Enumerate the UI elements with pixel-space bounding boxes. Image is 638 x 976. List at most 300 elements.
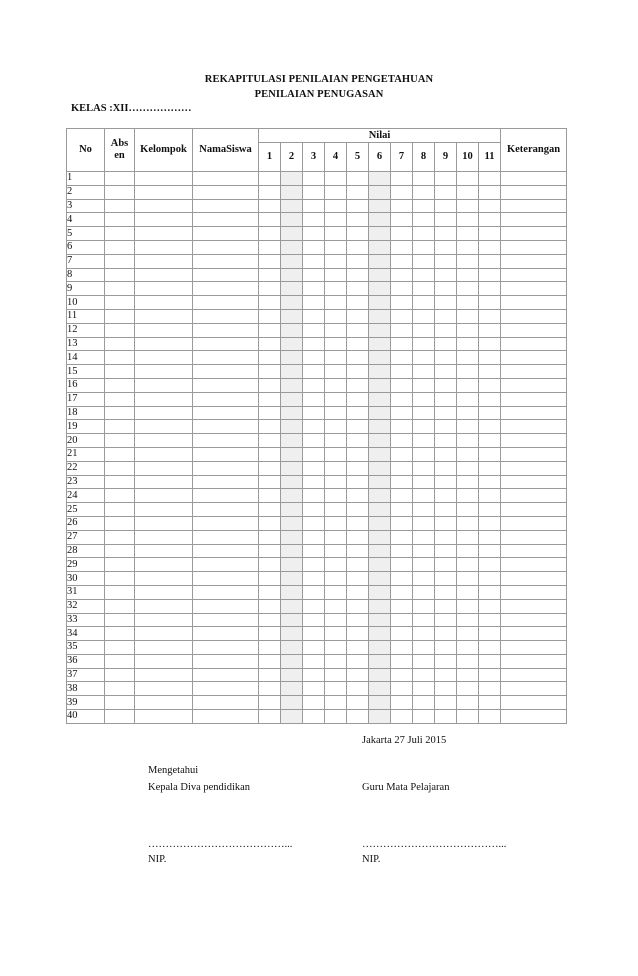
absen-cell[interactable] (105, 199, 135, 213)
nilai-cell[interactable] (391, 240, 413, 254)
nilai-cell[interactable] (391, 585, 413, 599)
nilai-cell[interactable] (457, 172, 479, 186)
nilai-cell[interactable] (391, 668, 413, 682)
nilai-cell[interactable] (435, 585, 457, 599)
nilai-cell[interactable] (303, 668, 325, 682)
nilai-cell[interactable] (457, 337, 479, 351)
nilai-cell[interactable] (259, 641, 281, 655)
nilai-cell[interactable] (347, 378, 369, 392)
nama-siswa-cell[interactable] (193, 710, 259, 724)
kelompok-cell[interactable] (135, 185, 193, 199)
kelompok-cell[interactable] (135, 544, 193, 558)
nilai-cell[interactable] (479, 351, 501, 365)
nilai-cell[interactable] (435, 682, 457, 696)
keterangan-cell[interactable] (501, 447, 567, 461)
nilai-cell[interactable] (259, 392, 281, 406)
nilai-cell[interactable] (347, 613, 369, 627)
keterangan-cell[interactable] (501, 323, 567, 337)
nilai-cell[interactable] (435, 296, 457, 310)
nama-siswa-cell[interactable] (193, 530, 259, 544)
nilai-cell[interactable] (369, 351, 391, 365)
nilai-cell[interactable] (479, 323, 501, 337)
nilai-cell[interactable] (391, 406, 413, 420)
nilai-cell[interactable] (369, 378, 391, 392)
nilai-cell[interactable] (259, 489, 281, 503)
nilai-cell[interactable] (259, 530, 281, 544)
nilai-cell[interactable] (435, 461, 457, 475)
nilai-cell[interactable] (325, 282, 347, 296)
nilai-cell[interactable] (369, 185, 391, 199)
nilai-cell[interactable] (391, 282, 413, 296)
absen-cell[interactable] (105, 710, 135, 724)
nilai-cell[interactable] (479, 378, 501, 392)
nilai-cell[interactable] (435, 641, 457, 655)
kelompok-cell[interactable] (135, 572, 193, 586)
nilai-cell[interactable] (303, 696, 325, 710)
nilai-cell[interactable] (391, 654, 413, 668)
nilai-cell[interactable] (259, 654, 281, 668)
nilai-cell[interactable] (435, 710, 457, 724)
nilai-cell[interactable] (457, 627, 479, 641)
keterangan-cell[interactable] (501, 558, 567, 572)
nilai-cell[interactable] (281, 337, 303, 351)
nilai-cell[interactable] (369, 309, 391, 323)
nilai-cell[interactable] (303, 530, 325, 544)
nilai-cell[interactable] (259, 668, 281, 682)
keterangan-cell[interactable] (501, 172, 567, 186)
keterangan-cell[interactable] (501, 213, 567, 227)
nama-siswa-cell[interactable] (193, 406, 259, 420)
nilai-cell[interactable] (259, 199, 281, 213)
nilai-cell[interactable] (479, 475, 501, 489)
absen-cell[interactable] (105, 434, 135, 448)
nilai-cell[interactable] (391, 572, 413, 586)
nilai-cell[interactable] (413, 558, 435, 572)
nilai-cell[interactable] (413, 516, 435, 530)
nilai-cell[interactable] (391, 323, 413, 337)
keterangan-cell[interactable] (501, 240, 567, 254)
nilai-cell[interactable] (391, 199, 413, 213)
nilai-cell[interactable] (259, 475, 281, 489)
nilai-cell[interactable] (391, 378, 413, 392)
nilai-cell[interactable] (435, 668, 457, 682)
nilai-cell[interactable] (457, 516, 479, 530)
nilai-cell[interactable] (347, 447, 369, 461)
absen-cell[interactable] (105, 654, 135, 668)
nilai-cell[interactable] (413, 461, 435, 475)
nilai-cell[interactable] (435, 599, 457, 613)
nilai-cell[interactable] (413, 668, 435, 682)
nilai-cell[interactable] (325, 585, 347, 599)
nilai-cell[interactable] (457, 392, 479, 406)
nilai-cell[interactable] (347, 668, 369, 682)
nilai-cell[interactable] (303, 254, 325, 268)
keterangan-cell[interactable] (501, 503, 567, 517)
nama-siswa-cell[interactable] (193, 420, 259, 434)
nilai-cell[interactable] (303, 282, 325, 296)
nama-siswa-cell[interactable] (193, 641, 259, 655)
nilai-cell[interactable] (369, 406, 391, 420)
nilai-cell[interactable] (457, 641, 479, 655)
nilai-cell[interactable] (435, 185, 457, 199)
nama-siswa-cell[interactable] (193, 337, 259, 351)
nilai-cell[interactable] (281, 406, 303, 420)
nilai-cell[interactable] (479, 710, 501, 724)
nilai-cell[interactable] (281, 530, 303, 544)
nilai-cell[interactable] (457, 710, 479, 724)
nilai-cell[interactable] (281, 434, 303, 448)
nilai-cell[interactable] (259, 213, 281, 227)
nilai-cell[interactable] (391, 516, 413, 530)
nilai-cell[interactable] (479, 406, 501, 420)
nilai-cell[interactable] (369, 710, 391, 724)
nilai-cell[interactable] (369, 365, 391, 379)
kelompok-cell[interactable] (135, 641, 193, 655)
nama-siswa-cell[interactable] (193, 351, 259, 365)
nilai-cell[interactable] (347, 254, 369, 268)
nilai-cell[interactable] (281, 309, 303, 323)
nilai-cell[interactable] (435, 572, 457, 586)
absen-cell[interactable] (105, 185, 135, 199)
nilai-cell[interactable] (479, 296, 501, 310)
nilai-cell[interactable] (435, 213, 457, 227)
keterangan-cell[interactable] (501, 282, 567, 296)
nilai-cell[interactable] (369, 572, 391, 586)
nilai-cell[interactable] (325, 613, 347, 627)
nama-siswa-cell[interactable] (193, 282, 259, 296)
kelompok-cell[interactable] (135, 172, 193, 186)
nilai-cell[interactable] (281, 461, 303, 475)
kelompok-cell[interactable] (135, 627, 193, 641)
nilai-cell[interactable] (259, 627, 281, 641)
nilai-cell[interactable] (347, 599, 369, 613)
nilai-cell[interactable] (281, 172, 303, 186)
nilai-cell[interactable] (479, 172, 501, 186)
nilai-cell[interactable] (325, 365, 347, 379)
nilai-cell[interactable] (281, 572, 303, 586)
keterangan-cell[interactable] (501, 227, 567, 241)
nilai-cell[interactable] (391, 309, 413, 323)
nilai-cell[interactable] (347, 696, 369, 710)
nilai-cell[interactable] (391, 613, 413, 627)
nilai-cell[interactable] (325, 516, 347, 530)
nilai-cell[interactable] (303, 296, 325, 310)
nilai-cell[interactable] (413, 365, 435, 379)
nilai-cell[interactable] (457, 544, 479, 558)
kelompok-cell[interactable] (135, 365, 193, 379)
nilai-cell[interactable] (347, 420, 369, 434)
nilai-cell[interactable] (391, 558, 413, 572)
nilai-cell[interactable] (479, 199, 501, 213)
nilai-cell[interactable] (259, 185, 281, 199)
nama-siswa-cell[interactable] (193, 668, 259, 682)
nilai-cell[interactable] (347, 544, 369, 558)
nilai-cell[interactable] (325, 337, 347, 351)
nilai-cell[interactable] (435, 337, 457, 351)
nilai-cell[interactable] (303, 365, 325, 379)
nilai-cell[interactable] (325, 627, 347, 641)
nilai-cell[interactable] (347, 213, 369, 227)
nilai-cell[interactable] (391, 365, 413, 379)
nilai-cell[interactable] (281, 544, 303, 558)
nilai-cell[interactable] (303, 710, 325, 724)
nilai-cell[interactable] (391, 213, 413, 227)
nilai-cell[interactable] (325, 213, 347, 227)
nilai-cell[interactable] (457, 558, 479, 572)
nilai-cell[interactable] (347, 406, 369, 420)
nilai-cell[interactable] (303, 544, 325, 558)
nilai-cell[interactable] (303, 323, 325, 337)
nilai-cell[interactable] (391, 434, 413, 448)
nilai-cell[interactable] (281, 240, 303, 254)
nilai-cell[interactable] (435, 199, 457, 213)
absen-cell[interactable] (105, 627, 135, 641)
nama-siswa-cell[interactable] (193, 475, 259, 489)
nilai-cell[interactable] (435, 240, 457, 254)
nilai-cell[interactable] (347, 641, 369, 655)
nilai-cell[interactable] (457, 530, 479, 544)
nilai-cell[interactable] (435, 420, 457, 434)
nilai-cell[interactable] (435, 558, 457, 572)
nilai-cell[interactable] (259, 558, 281, 572)
nilai-cell[interactable] (391, 696, 413, 710)
nilai-cell[interactable] (479, 185, 501, 199)
nama-siswa-cell[interactable] (193, 213, 259, 227)
nilai-cell[interactable] (347, 240, 369, 254)
nilai-cell[interactable] (303, 434, 325, 448)
nilai-cell[interactable] (369, 213, 391, 227)
nilai-cell[interactable] (413, 585, 435, 599)
nilai-cell[interactable] (391, 351, 413, 365)
nilai-cell[interactable] (325, 199, 347, 213)
nilai-cell[interactable] (281, 213, 303, 227)
kelompok-cell[interactable] (135, 516, 193, 530)
nilai-cell[interactable] (369, 599, 391, 613)
kelompok-cell[interactable] (135, 654, 193, 668)
nilai-cell[interactable] (479, 516, 501, 530)
nilai-cell[interactable] (347, 475, 369, 489)
nilai-cell[interactable] (479, 627, 501, 641)
absen-cell[interactable] (105, 489, 135, 503)
nilai-cell[interactable] (325, 240, 347, 254)
nilai-cell[interactable] (347, 558, 369, 572)
nilai-cell[interactable] (391, 544, 413, 558)
nilai-cell[interactable] (303, 682, 325, 696)
kelompok-cell[interactable] (135, 696, 193, 710)
nilai-cell[interactable] (479, 489, 501, 503)
kelompok-cell[interactable] (135, 227, 193, 241)
nama-siswa-cell[interactable] (193, 434, 259, 448)
absen-cell[interactable] (105, 296, 135, 310)
absen-cell[interactable] (105, 351, 135, 365)
nilai-cell[interactable] (259, 365, 281, 379)
nilai-cell[interactable] (369, 227, 391, 241)
absen-cell[interactable] (105, 516, 135, 530)
nilai-cell[interactable] (303, 378, 325, 392)
nilai-cell[interactable] (303, 461, 325, 475)
nilai-cell[interactable] (479, 227, 501, 241)
kelompok-cell[interactable] (135, 613, 193, 627)
nilai-cell[interactable] (413, 682, 435, 696)
absen-cell[interactable] (105, 378, 135, 392)
keterangan-cell[interactable] (501, 185, 567, 199)
kelompok-cell[interactable] (135, 434, 193, 448)
kelompok-cell[interactable] (135, 558, 193, 572)
nama-siswa-cell[interactable] (193, 309, 259, 323)
keterangan-cell[interactable] (501, 351, 567, 365)
nilai-cell[interactable] (281, 268, 303, 282)
nilai-cell[interactable] (303, 447, 325, 461)
nilai-cell[interactable] (303, 503, 325, 517)
kelompok-cell[interactable] (135, 378, 193, 392)
keterangan-cell[interactable] (501, 254, 567, 268)
nama-siswa-cell[interactable] (193, 392, 259, 406)
keterangan-cell[interactable] (501, 475, 567, 489)
kelompok-cell[interactable] (135, 213, 193, 227)
nilai-cell[interactable] (259, 172, 281, 186)
absen-cell[interactable] (105, 572, 135, 586)
nilai-cell[interactable] (479, 572, 501, 586)
nilai-cell[interactable] (259, 461, 281, 475)
absen-cell[interactable] (105, 475, 135, 489)
nilai-cell[interactable] (347, 309, 369, 323)
nilai-cell[interactable] (347, 654, 369, 668)
nilai-cell[interactable] (369, 447, 391, 461)
keterangan-cell[interactable] (501, 337, 567, 351)
kelompok-cell[interactable] (135, 323, 193, 337)
nilai-cell[interactable] (479, 447, 501, 461)
nilai-cell[interactable] (369, 641, 391, 655)
nilai-cell[interactable] (325, 309, 347, 323)
nilai-cell[interactable] (325, 599, 347, 613)
nilai-cell[interactable] (303, 420, 325, 434)
nama-siswa-cell[interactable] (193, 296, 259, 310)
nilai-cell[interactable] (325, 420, 347, 434)
nilai-cell[interactable] (391, 337, 413, 351)
nilai-cell[interactable] (281, 420, 303, 434)
keterangan-cell[interactable] (501, 627, 567, 641)
nama-siswa-cell[interactable] (193, 323, 259, 337)
nilai-cell[interactable] (391, 475, 413, 489)
nilai-cell[interactable] (259, 309, 281, 323)
nilai-cell[interactable] (347, 323, 369, 337)
kelompok-cell[interactable] (135, 668, 193, 682)
keterangan-cell[interactable] (501, 309, 567, 323)
kelompok-cell[interactable] (135, 406, 193, 420)
nilai-cell[interactable] (325, 572, 347, 586)
nilai-cell[interactable] (281, 585, 303, 599)
nilai-cell[interactable] (281, 365, 303, 379)
nama-siswa-cell[interactable] (193, 268, 259, 282)
kelompok-cell[interactable] (135, 351, 193, 365)
nilai-cell[interactable] (369, 420, 391, 434)
nilai-cell[interactable] (303, 654, 325, 668)
nama-siswa-cell[interactable] (193, 599, 259, 613)
nilai-cell[interactable] (303, 337, 325, 351)
nilai-cell[interactable] (435, 530, 457, 544)
nilai-cell[interactable] (347, 627, 369, 641)
nilai-cell[interactable] (435, 627, 457, 641)
nilai-cell[interactable] (457, 434, 479, 448)
nilai-cell[interactable] (303, 475, 325, 489)
nilai-cell[interactable] (369, 268, 391, 282)
nama-siswa-cell[interactable] (193, 185, 259, 199)
keterangan-cell[interactable] (501, 365, 567, 379)
kelompok-cell[interactable] (135, 296, 193, 310)
nilai-cell[interactable] (391, 530, 413, 544)
nilai-cell[interactable] (347, 530, 369, 544)
nilai-cell[interactable] (435, 309, 457, 323)
nilai-cell[interactable] (479, 309, 501, 323)
nilai-cell[interactable] (303, 572, 325, 586)
nilai-cell[interactable] (281, 227, 303, 241)
nilai-cell[interactable] (413, 696, 435, 710)
nilai-cell[interactable] (369, 296, 391, 310)
nilai-cell[interactable] (457, 475, 479, 489)
kelompok-cell[interactable] (135, 447, 193, 461)
nilai-cell[interactable] (413, 392, 435, 406)
nilai-cell[interactable] (325, 530, 347, 544)
nilai-cell[interactable] (457, 365, 479, 379)
nama-siswa-cell[interactable] (193, 558, 259, 572)
nilai-cell[interactable] (413, 654, 435, 668)
nilai-cell[interactable] (281, 654, 303, 668)
nilai-cell[interactable] (369, 434, 391, 448)
nilai-cell[interactable] (413, 268, 435, 282)
nilai-cell[interactable] (347, 503, 369, 517)
nilai-cell[interactable] (369, 696, 391, 710)
nilai-cell[interactable] (369, 627, 391, 641)
nilai-cell[interactable] (303, 489, 325, 503)
nama-siswa-cell[interactable] (193, 654, 259, 668)
nilai-cell[interactable] (281, 489, 303, 503)
nilai-cell[interactable] (369, 240, 391, 254)
nilai-cell[interactable] (369, 461, 391, 475)
nilai-cell[interactable] (303, 240, 325, 254)
nilai-cell[interactable] (325, 503, 347, 517)
nilai-cell[interactable] (259, 585, 281, 599)
nilai-cell[interactable] (325, 185, 347, 199)
nilai-cell[interactable] (259, 447, 281, 461)
nilai-cell[interactable] (303, 172, 325, 186)
nilai-cell[interactable] (259, 337, 281, 351)
nilai-cell[interactable] (435, 434, 457, 448)
nilai-cell[interactable] (347, 434, 369, 448)
absen-cell[interactable] (105, 682, 135, 696)
nilai-cell[interactable] (479, 668, 501, 682)
keterangan-cell[interactable] (501, 530, 567, 544)
nilai-cell[interactable] (303, 392, 325, 406)
nilai-cell[interactable] (457, 227, 479, 241)
nilai-cell[interactable] (325, 544, 347, 558)
nilai-cell[interactable] (281, 503, 303, 517)
nilai-cell[interactable] (457, 199, 479, 213)
nilai-cell[interactable] (347, 296, 369, 310)
nilai-cell[interactable] (457, 378, 479, 392)
nilai-cell[interactable] (413, 337, 435, 351)
nilai-cell[interactable] (413, 309, 435, 323)
nilai-cell[interactable] (325, 378, 347, 392)
nilai-cell[interactable] (369, 337, 391, 351)
kelompok-cell[interactable] (135, 585, 193, 599)
nilai-cell[interactable] (303, 227, 325, 241)
nilai-cell[interactable] (457, 572, 479, 586)
nilai-cell[interactable] (259, 544, 281, 558)
nilai-cell[interactable] (347, 516, 369, 530)
kelompok-cell[interactable] (135, 199, 193, 213)
nilai-cell[interactable] (479, 240, 501, 254)
nilai-cell[interactable] (479, 696, 501, 710)
